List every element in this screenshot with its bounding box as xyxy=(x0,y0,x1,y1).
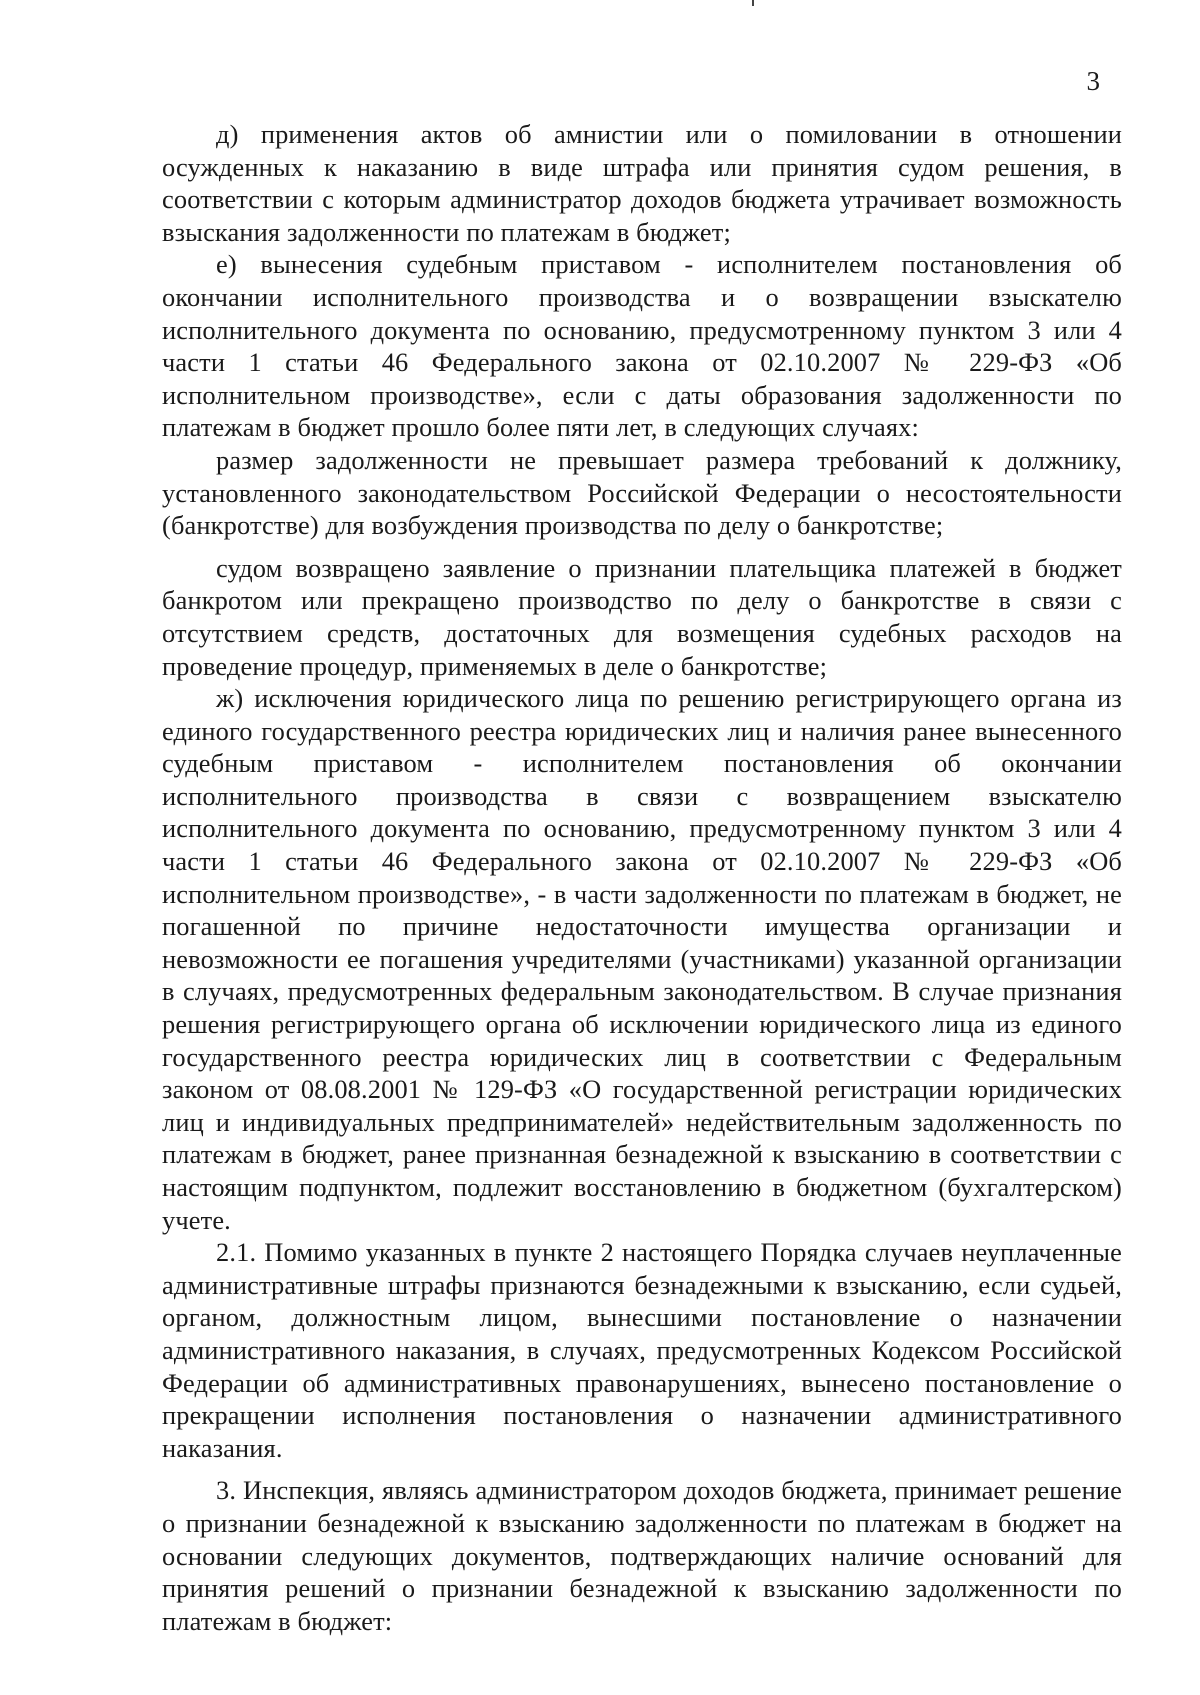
document-body xyxy=(162,118,1122,1637)
paragraph-item-e: е) вынесения судебным приставом - исполнителем постановления об окончании исполнительного производства и о возвращении взыскателю исполнительного документа по основанию, предусмотренному пунктом 3 или 4 части 1 статьи 46 Федерального закона от 02.10.2007 № 229-ФЗ «Об исполнительном производстве», если с даты образования задолженности по платежам в бюджет прошло более пяти лет, в следующих случаях: xyxy=(162,249,1122,443)
page-number: 3 xyxy=(1086,66,1100,96)
paragraph-item-d: д) применения актов об амнистии или о помиловании в отношении осужденных к наказанию в виде штрафа или принятия судом решения, в соответствии с которым администратор доходов бюджета утрачивает возможность взыскания задолженности по платежам в бюджет; xyxy=(162,119,1122,247)
paragraph-item-zh: ж) исключения юридического лица по решению регистрирующего органа из единого государственного реестра юридических лиц и наличия ранее вынесенного судебным приставом - исполнителем постановления об окончании исполнительного производства в связи с возвращением взыскателю исполнительного документа по основанию, предусмотренному пунктом 3 или 4 части 1 статьи 46 Федерального закона от 02.10.2007 № 229-ФЗ «Об исполнительном производстве», - в части задолженности по платежам в бюджет, не погашенной по причине недостаточности имущества организации и невозможности ее погашения учредителями (участниками) указанной организации в случаях, предусмотренных федеральным законодательством. В случае признания решения регистрирующего органа об исключении юридического лица из единого государственного реестра юридических лиц в соответствии с Федеральным законом от 08.08.2001 № 129-ФЗ «О государственной регистрации юридических лиц и индивидуальных предпринимателей» недействительным задолженность по платежам в бюджет, ранее признанная безнадежной к взысканию в соответствии с настоящим подпунктом, подлежит восстановлению в бюджетном (бухгалтерском) учете. xyxy=(162,683,1122,1235)
paragraph-clause-2-1: 2.1. Помимо указанных в пункте 2 настоящего Порядка случаев неуплаченные административные штрафы признаются безнадежными к взысканию, если судьей, органом, должностным лицом, вынесшими постановление о назначении административного наказания, в случаях, предусмотренных Кодексом Российской Федерации об административных правонарушениях, вынесено постановление о прекращении исполнения постановления о назначении административного наказания. xyxy=(162,1237,1122,1463)
paragraph-case-debt-size: размер задолженности не превышает размера требований к должнику, установленного законодательством Российской Федерации о несостоятельности (банкротстве) для возбуждения производства по делу о банкротстве; xyxy=(162,444,1122,541)
paragraph-clause-3: 3. Инспекция, являясь администратором доходов бюджета, принимает решение о признании безнадежной к взысканию задолженности по платежам в бюджет на основании следующих документов, подтверждающих наличие оснований для принятия решений о признании безнадежной к взысканию задолженности по платежам в бюджет: xyxy=(162,1475,1122,1636)
scan-mark xyxy=(752,0,754,6)
paragraph-case-court-returned: судом возвращено заявление о признании плательщика платежей в бюджет банкротом или прекращено производство по делу о банкротстве в связи с отсутствием средств, достаточных для возмещения судебных расходов на проведение процедур, применяемых в деле о банкротстве; xyxy=(162,552,1122,681)
